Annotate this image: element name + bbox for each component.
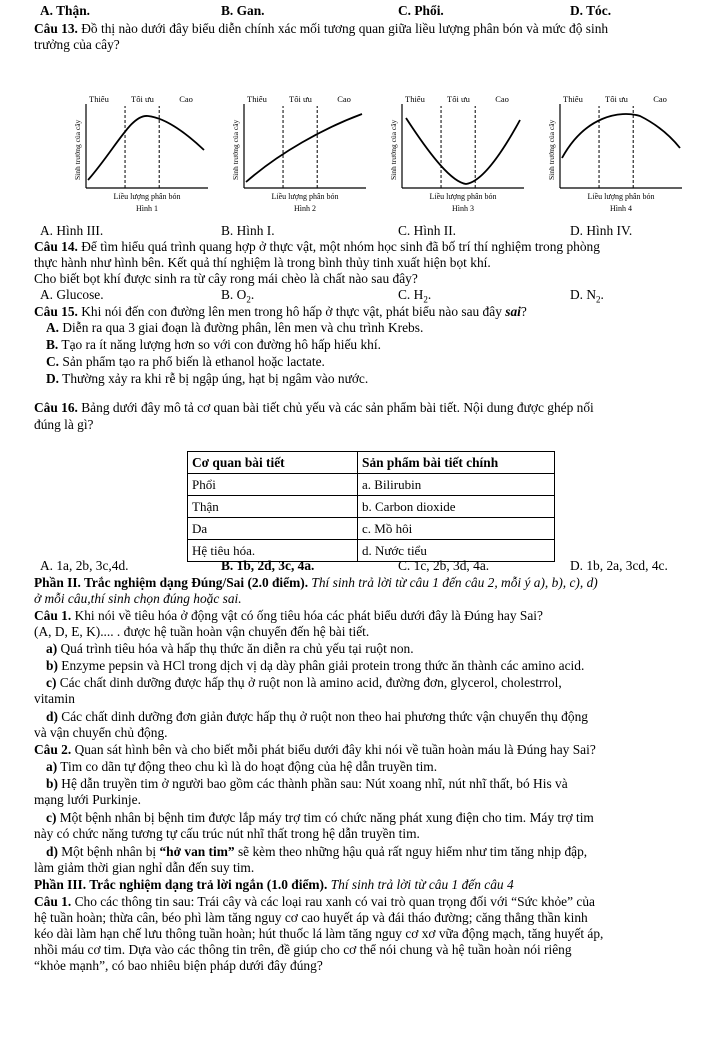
q16-option-d: D. 1b, 2a, 3cd, 4c. xyxy=(570,558,668,573)
zone-label-low: Thiếu xyxy=(89,96,109,104)
p3-c1-line2: hệ tuần hoàn; thừa cân, béo phì làm tăng nguy cơ cao huyết áp và đái tháo đường; căng thẳng thần kinh xyxy=(34,910,588,925)
figure-2 xyxy=(222,96,382,226)
p3-c1-line4: nhồi máu cơ tim. Dựa vào các thông tin trên, đề giúp cho cơ thể nói chung và hệ tuần hoàn nói riêng xyxy=(34,942,572,957)
table-cell: Thận xyxy=(188,496,358,518)
q13-text-cont: trưởng của cây? xyxy=(34,37,120,52)
top-option-a: A. Thận. xyxy=(40,3,90,18)
y-axis-label: Sinh trưởng của cây xyxy=(547,119,556,180)
table-row xyxy=(188,474,555,496)
p2-c1-text: Câu 1. Khi nói về tiêu hóa ở động vật có ống tiêu hóa các phát biểu dưới đây là Đúng hay Sai? xyxy=(34,608,543,623)
q14-option-c: C. $H_2$. xyxy=(398,287,432,305)
q15-item-b: B. Tạo ra ít năng lượng hơn so với con đường hô hấp hiếu khí. xyxy=(46,337,381,352)
q13-option-c: C. Hình II. xyxy=(398,223,457,238)
p2-c2-d-cont: làm giảm thời gian nghỉ dẫn đến suy tim. xyxy=(34,860,255,875)
p2-c1-text-cont: (A, D, E, K).... . được hệ tuần hoàn vận chuyển đến hệ bài tiết. xyxy=(34,624,370,639)
growth-curve xyxy=(246,114,362,182)
q13-text: Câu 13. Đồ thị nào dưới đây biểu diễn chính xác mối tương quan giữa liều lượng phân bón và mức độ sinh xyxy=(34,21,609,36)
zone-label-low: Thiếu xyxy=(247,96,267,104)
table-cell: b. Carbon dioxide xyxy=(358,496,555,518)
table-row xyxy=(188,496,555,518)
q16-text-cont: đúng là gì? xyxy=(34,417,94,432)
part3-title: Phần III. Trắc nghiệm dạng trả lời ngắn (1.0 điểm). Thí sinh trả lời từ câu 1 đến câu 4 xyxy=(34,877,514,892)
zone-label-optimal: Tối ưu xyxy=(289,96,312,104)
q16-option-c: C. 1c, 2b, 3d, 4a. xyxy=(398,558,490,573)
p2-c1-b: b) Enzyme pepsin và HCl trong dịch vị dạ dày phân giải protein trong thức ăn thành các amino acid. xyxy=(46,658,585,673)
q14-text-cont: thực hành như hình bên. Kết quả thí nghiệm là trong bình thủy tinh xuất hiện bọt khí. xyxy=(34,255,491,270)
p2-c2-b-cont: mạng lưới Purkinje. xyxy=(34,792,141,807)
p2-c2-c-cont: này có chức năng tương tự cấu trúc nút nhĩ thất trong hệ dẫn truyền tim. xyxy=(34,826,420,841)
table-header-row xyxy=(188,452,555,474)
zone-label-optimal: Tối ưu xyxy=(447,96,470,104)
figure-caption: Hình 3 xyxy=(452,204,474,213)
figure-caption: Hình 4 xyxy=(610,204,632,213)
table-header-organ: Cơ quan bài tiết xyxy=(188,452,358,474)
table-cell: Phổi xyxy=(188,474,358,496)
x-axis-label: Liều lượng phân bón xyxy=(587,192,655,201)
growth-curve xyxy=(406,118,520,184)
part2-instruction: ở mỗi câu,thí sinh chọn đúng hoặc sai. xyxy=(34,591,242,606)
zone-label-optimal: Tối ưu xyxy=(605,96,628,104)
q13-option-d: D. Hình IV. xyxy=(570,223,633,238)
zone-label-high: Cao xyxy=(337,96,351,104)
q14-question: Cho biết bọt khí được sinh ra từ cây rong mái chèo là chất nào sau đây? xyxy=(34,271,418,286)
q13-option-a: A. Hình III. xyxy=(40,223,104,238)
q15-item-a: A. Diễn ra qua 3 giai đoạn là đường phân, lên men và chu trình Krebs. xyxy=(46,320,424,335)
x-axis-label: Liều lượng phân bón xyxy=(271,192,339,201)
figure-caption: Hình 1 xyxy=(136,204,158,213)
table-cell: a. Bilirubin xyxy=(358,474,555,496)
q13-option-b: B. Hình I. xyxy=(221,223,275,238)
p2-c1-c: c) Các chất dinh dưỡng được hấp thụ ở ruột non là amino acid, đường đơn, glycerol, cholestrrol, xyxy=(46,675,562,690)
figure-1 xyxy=(64,96,224,226)
q14-text: Câu 14. Để tìm hiểu quá trình quang hợp ở thực vật, một nhóm học sinh đã bố trí thí nghiệm trong phòng xyxy=(34,239,600,254)
table-cell: Da xyxy=(188,518,358,540)
top-option-b: B. Gan. xyxy=(221,3,265,18)
table-row xyxy=(188,518,555,540)
excretion-table xyxy=(187,451,555,562)
p2-c2-text: Câu 2. Quan sát hình bên và cho biết mỗi phát biểu dưới đây khi nói về tuần hoàn máu là Đúng hay Sai? xyxy=(34,742,596,757)
y-axis-label: Sinh trưởng của cây xyxy=(73,119,82,180)
q15-item-d: D. Thường xảy ra khi rễ bị ngập úng, hạt bị ngâm vào nước. xyxy=(46,371,369,386)
figure-3 xyxy=(380,96,540,226)
figure-caption: Hình 2 xyxy=(294,204,316,213)
p2-c2-c: c) Một bệnh nhân bị bệnh tim được lắp máy trợ tim có chức năng phát xung điện cho tim. Máy trợ tim xyxy=(46,810,594,825)
p2-c1-d: d) Các chất dinh dưỡng đơn giản được hấp thụ ở ruột non theo hai phương thức vận chuyển thụ động xyxy=(46,709,588,724)
table-header-product: Sản phẩm bài tiết chính xyxy=(358,452,555,474)
q15-text: Câu 15. Khi nói đến con đường lên men trong hô hấp ở thực vật, phát biểu nào sau đây sai? xyxy=(34,304,527,319)
part2-title: Phần II. Trắc nghiệm dạng Đúng/Sai (2.0 điểm). Thí sinh trả lời từ câu 1 đến câu 2, mỗi ý a), b), c), d) xyxy=(34,575,598,590)
p2-c1-c-cont: vitamin xyxy=(34,691,75,706)
q15-item-c: C. Sản phẩm tạo ra phổ biến là ethanol hoặc lactate. xyxy=(46,354,325,369)
p2-c2-d: d) Một bệnh nhân bị “hở van tim” sẽ kèm theo những hậu quả rất nguy hiểm như tim tăng nhịp đập, xyxy=(46,844,588,859)
zone-label-low: Thiếu xyxy=(405,96,425,104)
table-cell: d. Nước tiểu xyxy=(358,540,555,562)
p2-c2-b: b) Hệ dẫn truyền tim ở người bao gồm các thành phần sau: Nút xoang nhĩ, nút nhĩ thất, bó His và xyxy=(46,776,568,791)
y-axis-label: Sinh trưởng của cây xyxy=(231,119,240,180)
top-option-d: D. Tóc. xyxy=(570,3,612,18)
y-axis-label: Sinh trưởng của cây xyxy=(389,119,398,180)
table-cell: c. Mồ hôi xyxy=(358,518,555,540)
zone-label-high: Cao xyxy=(653,96,667,104)
p3-c1-line5: “khỏe mạnh”, có bao nhiêu biện pháp dưới đây đúng? xyxy=(34,958,323,973)
x-axis-label: Liều lượng phân bón xyxy=(429,192,497,201)
figure-4 xyxy=(538,96,698,226)
zone-label-low: Thiếu xyxy=(563,96,583,104)
q16-text: Câu 16. Bảng dưới đây mô tả cơ quan bài tiết chủ yếu và các sản phẩm bài tiết. Nội dung được ghép nối xyxy=(34,400,594,415)
q16-option-a: A. 1a, 2b, 3c,4d. xyxy=(40,558,129,573)
p3-c1-line3: kéo dài làm hạn chế lưu thông tuần hoàn; hút thuốc lá làm tăng nguy cơ xơ vữa động mạch, tăng huyết áp, xyxy=(34,926,604,941)
p2-c1-a: a) Quá trình tiêu hóa và hấp thụ thức ăn diễn ra chủ yếu tại ruột non. xyxy=(46,641,414,656)
p2-c2-a: a) Tim co dãn tự động theo chu kì là do hoạt động của hệ dẫn truyền tim. xyxy=(46,759,438,774)
q14-option-b: B. $O_2$. xyxy=(221,287,255,305)
zone-label-high: Cao xyxy=(495,96,509,104)
x-axis-label: Liều lượng phân bón xyxy=(113,192,181,201)
p3-c1-text: Câu 1. Cho các thông tin sau: Trái cây và các loại rau xanh có vai trò quan trọng đối với “Sức khỏe” của xyxy=(34,894,595,909)
q14-option-a: A. Glucose. xyxy=(40,287,104,302)
top-option-c: C. Phổi. xyxy=(398,3,444,18)
q14-option-d: D. $N_2$. xyxy=(570,287,604,305)
q16-option-b: B. 1b, 2d, 3c, 4a. xyxy=(221,558,315,573)
zone-label-optimal: Tối ưu xyxy=(131,96,154,104)
table-cell: Hệ tiêu hóa. xyxy=(188,540,358,562)
growth-curve xyxy=(88,116,204,180)
p2-c1-d-cont: và vận chuyển chủ động. xyxy=(34,725,168,740)
growth-curve xyxy=(562,114,680,158)
zone-label-high: Cao xyxy=(179,96,193,104)
